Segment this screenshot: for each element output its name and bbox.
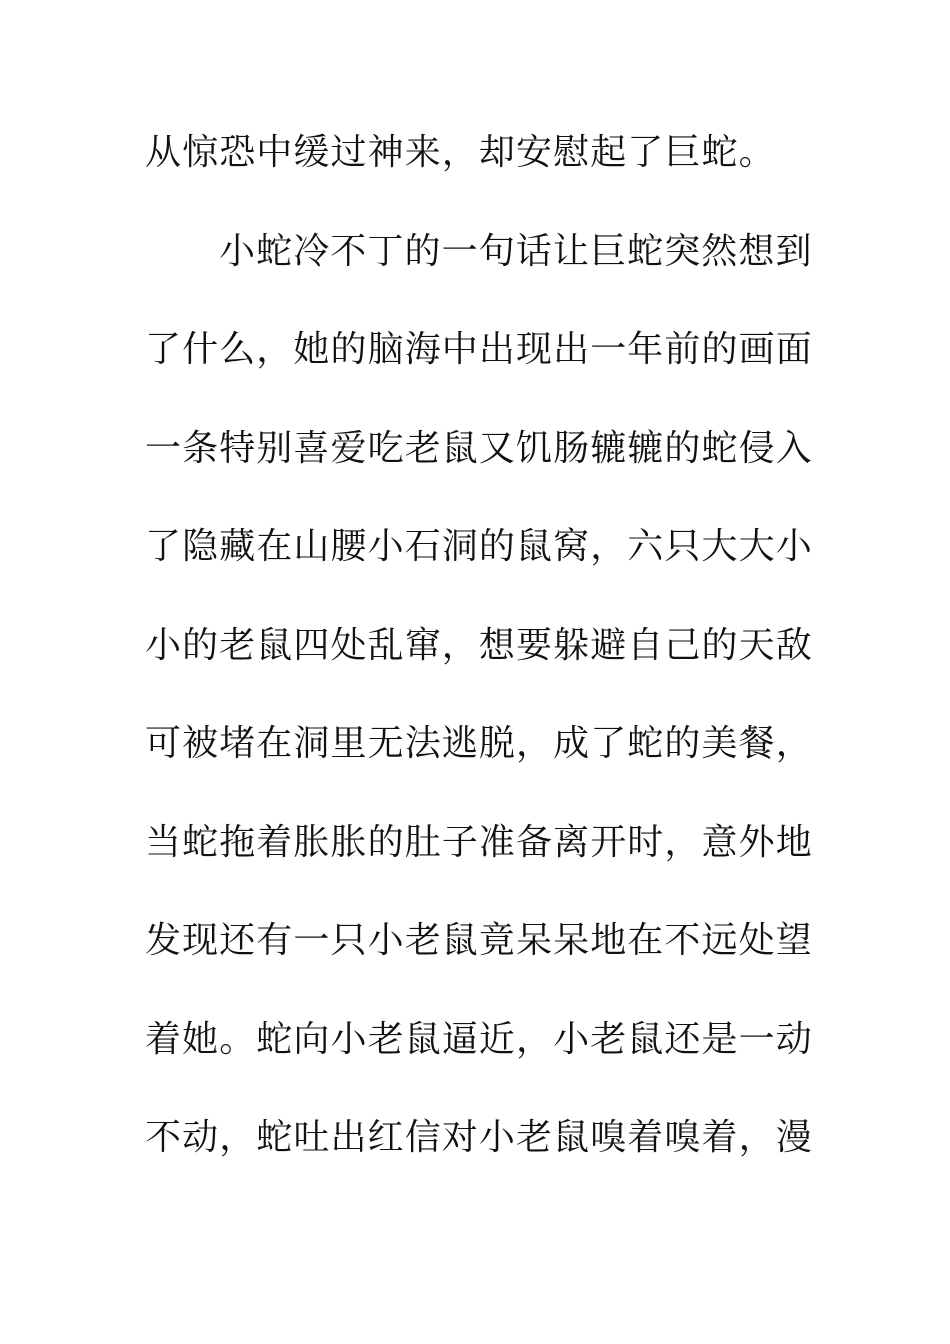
- text-line: 了隐藏在山腰小石洞的鼠窝，六只大大小: [145, 526, 813, 567]
- text-line: 当蛇拖着胀胀的肚子准备离开时，意外地: [145, 821, 813, 863]
- text-line: 发现还有一只小老鼠竟呆呆地在不远处望: [145, 920, 813, 961]
- body-text: [145, 122, 815, 1206]
- text-line: 不动，蛇吐出红信对小老鼠嗅着嗅着，漫: [145, 1117, 813, 1158]
- paragraph-start-line: 小蛇冷不丁的一句话让巨蛇突然想到: [219, 230, 813, 272]
- text-line: 可被堵在洞里无法逃脱，成了蛇的美餐，: [145, 723, 813, 764]
- text-line: 了什么，她的脑海中出现出一年前的画面: [145, 329, 813, 370]
- text-line: 着她。蛇向小老鼠逼近，小老鼠还是一动: [145, 1018, 813, 1060]
- text-line: 小的老鼠四处乱窜，想要躲避自己的天敌: [145, 624, 813, 666]
- text-line: 一条特别喜爱吃老鼠又饥肠辘辘的蛇侵入: [145, 427, 813, 469]
- text-line: 从惊恐中缓过神来，却安慰起了巨蛇。: [145, 132, 776, 173]
